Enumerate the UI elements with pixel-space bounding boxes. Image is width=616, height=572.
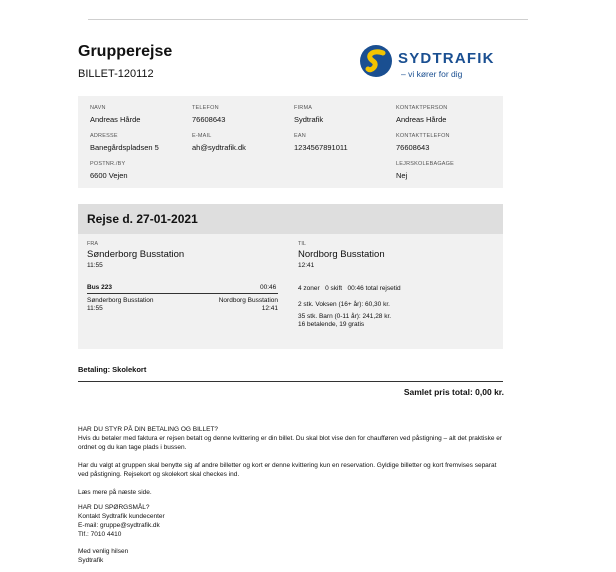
info-kontaktperson [396, 105, 447, 124]
info-adresse [90, 133, 159, 152]
payment-method: Betaling: Skolekort [78, 365, 147, 374]
info-value: ah@sydtrafik.dk [192, 143, 246, 152]
payment-divider [78, 381, 503, 382]
bus-duration: 00:46 [260, 284, 277, 291]
signature: Sydtrafik [78, 557, 104, 564]
customer-info-panel [78, 96, 503, 188]
info-label: FIRMA [294, 105, 313, 111]
logo-wordmark: SYDTRAFIK [398, 50, 495, 67]
segment-to-time: 12:41 [261, 305, 278, 312]
info-label: E-MAIL [192, 133, 212, 139]
info-kontakttelefon [396, 133, 450, 152]
sydtrafik-logo [359, 42, 509, 82]
info-label: NAVN [90, 105, 106, 111]
paying-count: 16 betalende, 19 gratis [298, 321, 365, 328]
info-value: 76608643 [192, 115, 226, 124]
info-label: ADRESSE [90, 133, 118, 139]
info-value: 76608643 [396, 143, 430, 152]
total-price: Samlet pris total: 0,00 kr. [403, 387, 504, 397]
price-child: 35 stk. Barn (0-11 år): 241,28 kr. [298, 313, 392, 320]
info-value: 1234567891011 [294, 143, 348, 152]
read-more-text: Læs mere på næste side. [78, 489, 152, 496]
info-label: EAN [294, 133, 306, 139]
ticket-number: BILLET-120112 [78, 68, 154, 80]
from-station: Sønderborg Busstation [87, 249, 185, 260]
bus-line-name: Bus 223 [87, 284, 112, 291]
segment-to-station: Nordborg Busstation [218, 297, 278, 304]
to-label: TIL [298, 241, 306, 247]
info-label: LEJRSKOLEBAGAGE [396, 161, 455, 167]
info-firma [294, 105, 323, 124]
info-label: KONTAKTPERSON [396, 105, 448, 111]
invoice-paragraph: Hvis du betaler med faktura er rejsen betalt og denne kvittering er din billet. Du skal blot vise den for chaufføren ved påstigning – alt det praktiske er ordnet og du kan tage plads i bussen. [78, 435, 503, 451]
info-value: Banegårdspladsen 5 [90, 143, 159, 152]
contact-phone: Tlf.: 7010 4410 [78, 531, 122, 538]
trip-header [78, 204, 503, 234]
info-label: KONTAKTTELEFON [396, 133, 450, 139]
info-postnr [90, 161, 128, 180]
info-label: POSTNR./BY [90, 161, 126, 167]
trip-title: Rejse d. 27-01-2021 [87, 212, 198, 226]
info-value: Nej [396, 171, 408, 180]
contact-line: Kontakt Sydtrafik kundecenter [78, 513, 165, 520]
contact-heading: HAR DU SPØRGSMÅL? [78, 504, 150, 511]
contact-email: E-mail: gruppe@sydtrafik.dk [78, 522, 160, 529]
price-adult: 2 stk. Voksen (16+ år): 60,30 kr. [298, 301, 390, 308]
reservation-paragraph: Har du valgt at gruppen skal benytte sig af andre billetter og kort er denne kvittering kun en reservation. Gyldige billetter og kort fremvises separat ved påstigning. Rejsekort og skolekort skal checkes ind. [78, 462, 497, 478]
info-email [192, 133, 246, 152]
info-value: Andreas Hårde [90, 115, 141, 124]
segment-from-time: 11:55 [87, 305, 103, 312]
closing-line: Med venlig hilsen [78, 548, 129, 555]
info-navn [90, 105, 140, 124]
info-telefon [192, 105, 225, 124]
to-time: 12:41 [298, 262, 315, 269]
info-label: TELEFON [192, 105, 219, 111]
info-value: Sydtrafik [294, 115, 324, 124]
info-value: 6600 Vejen [90, 171, 128, 180]
info-value: Andreas Hårde [396, 115, 447, 124]
info-ean [294, 133, 348, 152]
trip-details-panel [78, 234, 503, 349]
top-divider [88, 19, 528, 20]
question-heading: HAR DU STYR PÅ DIN BETALING OG BILLET? [78, 426, 219, 433]
page-title: Grupperejse [78, 43, 173, 60]
from-label: FRA [87, 241, 98, 247]
to-station: Nordborg Busstation [298, 249, 385, 260]
trip-summary: 4 zoner 0 skift 00:46 total rejsetid [298, 285, 401, 292]
from-time: 11:55 [87, 262, 103, 269]
info-lejrskolebagage [396, 161, 454, 180]
sydtrafik-logo-icon [359, 44, 393, 78]
route-divider [87, 293, 278, 294]
segment-from-station: Sønderborg Busstation [87, 297, 154, 304]
logo-tagline: – vi kører for dig [401, 69, 463, 79]
